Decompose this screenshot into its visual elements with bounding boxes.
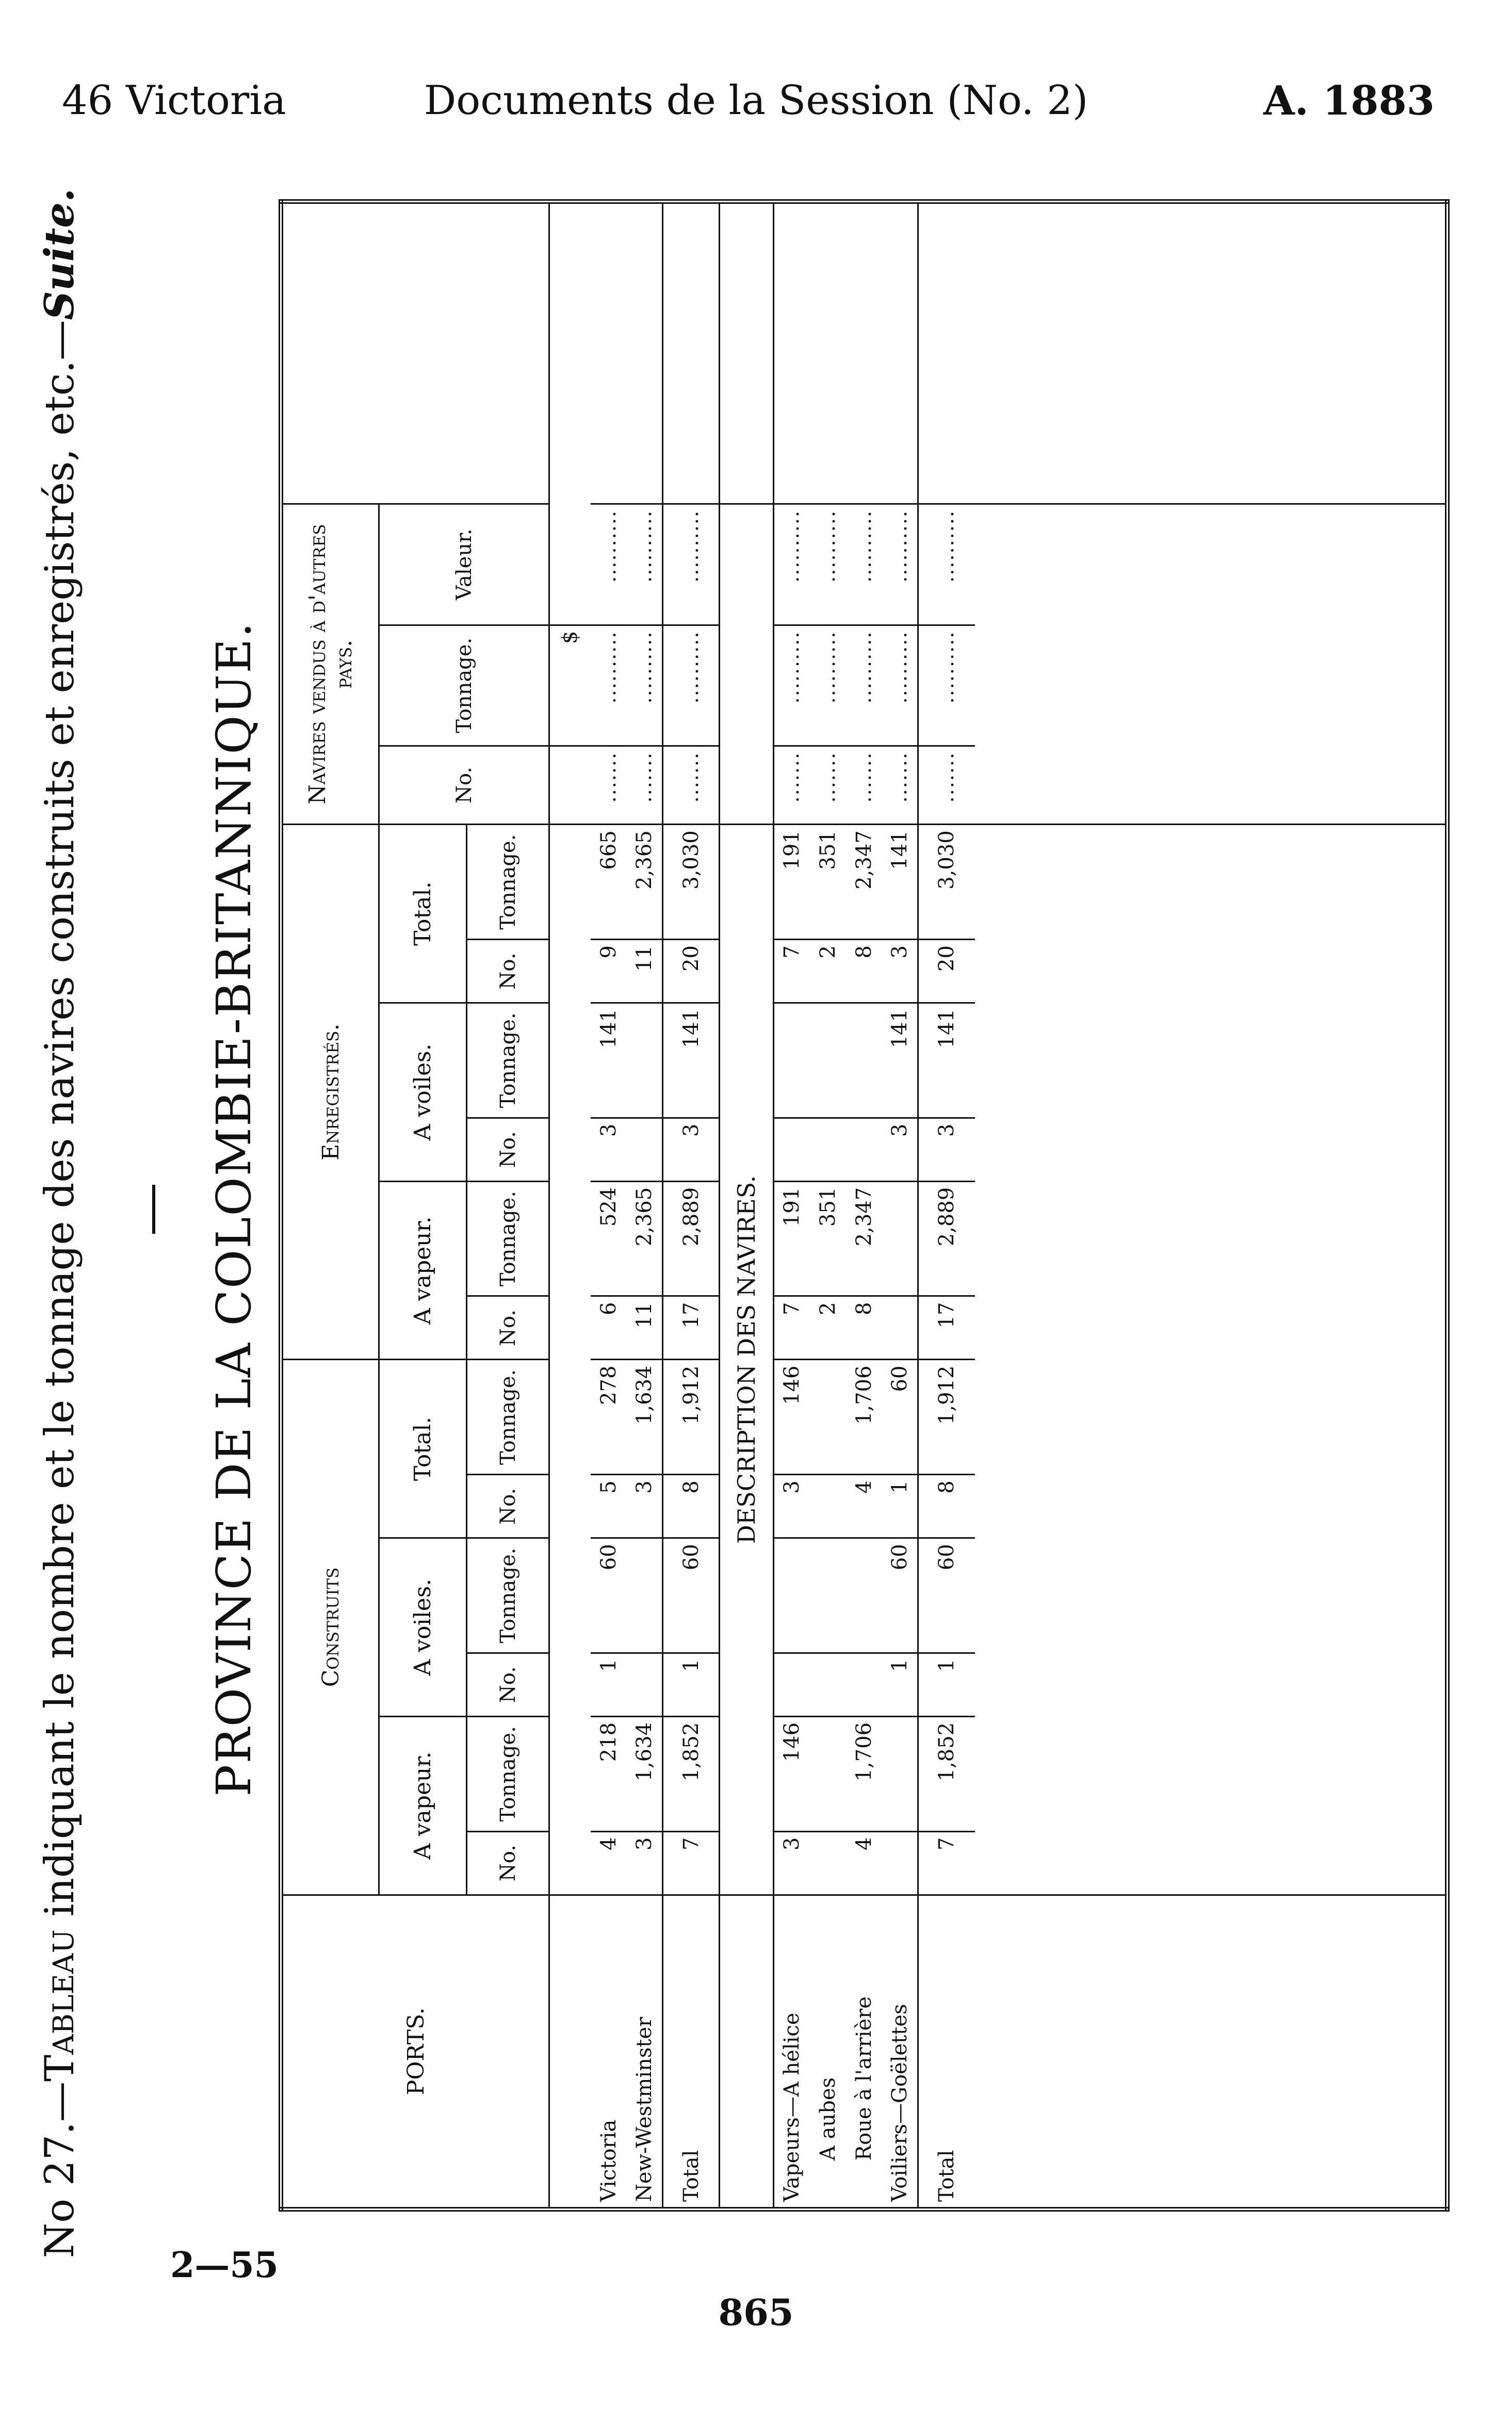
blank-cell	[720, 202, 774, 504]
enregistres-vapeur-tonnage	[882, 1181, 918, 1296]
construits-voiles-tonnage	[810, 1538, 846, 1653]
construits-total-tonnage: 146	[774, 1360, 810, 1475]
row-label: Victoria	[591, 1895, 627, 2209]
construits-total-tonnage: 60	[882, 1360, 918, 1475]
spacer-cell	[720, 1895, 774, 2209]
spacer-cell	[549, 1895, 591, 2209]
vendus-valeur-cell: ..........	[627, 504, 663, 625]
enregistres-voiles-tonnage	[627, 1003, 663, 1118]
construits-vapeur: A vapeur.	[379, 1716, 467, 1895]
enregistres-voiles-no	[846, 1118, 882, 1181]
construits-vapeur-tonnage: 1,634	[627, 1716, 663, 1831]
vendus-valeur-cell: ..........	[810, 504, 846, 625]
construits-vapeur-no	[810, 1831, 846, 1895]
construits-total-tonnage: 1,706	[846, 1360, 882, 1475]
construits-vapeur-tonnage: 146	[774, 1716, 810, 1831]
construits-vapeur-no: 4	[591, 1831, 627, 1895]
construits-total-no	[810, 1475, 846, 1538]
blank-cell	[627, 202, 663, 504]
enregistres-voiles-no: 3	[882, 1118, 918, 1181]
blank-cell	[810, 202, 846, 504]
group-enregistres: Enregistrés.	[281, 825, 379, 1360]
row-label: Total	[918, 1895, 975, 2209]
caption-rule	[152, 1185, 155, 1234]
vendus-no-cell: .......	[882, 746, 918, 824]
enregistres-voiles-tonnage	[774, 1003, 810, 1118]
enregistres-total-tonnage: 665	[591, 825, 627, 940]
enregistres-vapeur: A vapeur.	[379, 1181, 467, 1360]
desc-total-row	[918, 202, 975, 2210]
construits-total-no: 3	[627, 1475, 663, 1538]
construits-vapeur-tonnage	[810, 1716, 846, 1831]
enregistres-total-tonnage: 2,347	[846, 825, 882, 940]
enregistres-vapeur-no: 6	[591, 1296, 627, 1360]
enregistres-vapeur-tonnage: 2,347	[846, 1181, 882, 1296]
enregistres-vapeur-tonnage: 2,889	[918, 1181, 975, 1296]
construits-voiles-tonnage	[846, 1538, 882, 1653]
enregistres-total-tonnage: 191	[774, 825, 810, 940]
spacer-cell	[549, 746, 591, 824]
vendus-no-cell: .......	[810, 746, 846, 824]
construits-voiles-no	[627, 1653, 663, 1716]
ships-table	[279, 199, 1450, 2212]
construits-total-no: 3	[774, 1475, 810, 1538]
construits-total-no: 4	[846, 1475, 882, 1538]
construits-voiles-no: 1	[591, 1653, 627, 1716]
caption-suite: Suite.	[36, 188, 83, 320]
enregistres-vapeur-no: 17	[918, 1296, 975, 1360]
vendus-tonnage-cell: ..........	[846, 625, 882, 746]
construits-voiles-tonnage: 60	[663, 1538, 720, 1653]
vendus-no-cell: .......	[591, 746, 627, 824]
construits-vapeur-no: 3	[774, 1831, 810, 1895]
enregistres-voiles-tonnage: 141	[663, 1003, 720, 1118]
vendus-tonnage-cell: ..........	[918, 625, 975, 746]
construits-voiles-tonnage: 60	[882, 1538, 918, 1653]
caption-number: No 27.—	[37, 2081, 83, 2258]
vendus-tonnage-cell: ..........	[627, 625, 663, 746]
vendus-tonnage-cell: ..........	[810, 625, 846, 746]
vendus-valeur-cell: ..........	[918, 504, 975, 625]
col-tonnage: Tonnage.	[467, 1003, 549, 1118]
vendus-tonnage-cell: ..........	[882, 625, 918, 746]
construits-total-no: 5	[591, 1475, 627, 1538]
enregistres-total-tonnage: 351	[810, 825, 846, 940]
currency-symbol: $	[549, 625, 591, 746]
col-no: No.	[467, 1475, 549, 1538]
construits-voiles-no	[774, 1653, 810, 1716]
page-number: 865	[718, 2291, 794, 2334]
col-no: No.	[467, 939, 549, 1003]
enregistres-total-no: 7	[774, 939, 810, 1003]
blank-cell	[846, 202, 882, 504]
construits-total-no: 8	[918, 1475, 975, 1538]
blank-cell	[975, 202, 1448, 504]
blank-cell	[591, 202, 627, 504]
vendus-valeur-cell: ..........	[846, 504, 882, 625]
enregistres-voiles: A voiles.	[379, 1003, 467, 1182]
caption-text: indiquant le nombre et le tonnage des navires construits et enregistrés, etc.—	[37, 320, 83, 1930]
description-title: DESCRIPTION DES NAVIRES.	[720, 825, 774, 1895]
construits-voiles-no: 1	[918, 1653, 975, 1716]
vendus-valeur-cell: ..........	[663, 504, 720, 625]
spacer-cell	[975, 1895, 1448, 2209]
blank-cell	[882, 202, 918, 504]
construits-voiles-tonnage: 60	[918, 1538, 975, 1653]
header-session-year: 46 Victoria	[62, 77, 286, 124]
enregistres-vapeur-tonnage: 2,889	[663, 1181, 720, 1296]
construits-total-tonnage	[810, 1360, 846, 1475]
col-tonnage: Tonnage.	[467, 1181, 549, 1296]
vendus-valeur: Valeur.	[379, 504, 549, 625]
col-tonnage: Tonnage.	[467, 1360, 549, 1475]
construits-vapeur-no: 4	[846, 1831, 882, 1895]
enregistres-total-no: 2	[810, 939, 846, 1003]
enregistres-total-no: 9	[591, 939, 627, 1003]
ports-header: PORTS.	[281, 1895, 549, 2209]
spacer-cell	[549, 202, 591, 625]
ports-row-victoria	[591, 202, 627, 2210]
col-tonnage: Tonnage.	[467, 1538, 549, 1653]
spacer-cell	[975, 825, 1448, 1895]
enregistres-voiles-no	[774, 1118, 810, 1181]
caption-tableau: Tableau	[37, 1929, 83, 2082]
row-label: Total	[663, 1895, 720, 2209]
row-label: Vapeurs—A hélice	[774, 1895, 810, 2209]
construits-vapeur-tonnage	[882, 1716, 918, 1831]
col-no: No.	[467, 1653, 549, 1716]
enregistres-vapeur-no: 17	[663, 1296, 720, 1360]
enregistres-total-no: 20	[663, 939, 720, 1003]
construits-total-tonnage: 1,912	[663, 1360, 720, 1475]
enregistres-voiles-tonnage: 141	[591, 1003, 627, 1118]
enregistres-voiles-no	[627, 1118, 663, 1181]
enregistres-total-tonnage: 141	[882, 825, 918, 940]
desc-row-roue-arriere	[846, 202, 882, 2210]
enregistres-vapeur-tonnage: 2,365	[627, 1181, 663, 1296]
description-title-row	[720, 202, 774, 2210]
enregistres-vapeur-no: 2	[810, 1296, 846, 1360]
construits-voiles-no	[810, 1653, 846, 1716]
vendus-tonnage-cell: ..........	[591, 625, 627, 746]
enregistres-voiles-no: 3	[918, 1118, 975, 1181]
spacer-cell	[975, 504, 1448, 825]
vendus-valeur-cell: ..........	[882, 504, 918, 625]
enregistres-total-no: 11	[627, 939, 663, 1003]
construits-vapeur-no: 7	[918, 1831, 975, 1895]
construits-voiles-tonnage	[627, 1538, 663, 1653]
col-tonnage: Tonnage.	[467, 825, 549, 940]
construits-total-no: 1	[882, 1475, 918, 1538]
construits-voiles-no: 1	[663, 1653, 720, 1716]
construits-total-tonnage: 1,634	[627, 1360, 663, 1475]
construits-voiles-no	[846, 1653, 882, 1716]
construits-total-tonnage: 1,912	[918, 1360, 975, 1475]
vendus-valeur-cell: ..........	[774, 504, 810, 625]
construits-vapeur-tonnage: 1,706	[846, 1716, 882, 1831]
vendus-tonnage-cell: ..........	[663, 625, 720, 746]
enregistres-vapeur-tonnage: 524	[591, 1181, 627, 1296]
header-document-title: Documents de la Session (No. 2)	[424, 77, 1088, 124]
enregistres-vapeur-no: 8	[846, 1296, 882, 1360]
group-construits: Construits	[281, 1360, 379, 1895]
blank-cell	[663, 202, 720, 504]
construits-total: Total.	[379, 1360, 467, 1538]
enregistres-vapeur-tonnage: 351	[810, 1181, 846, 1296]
construits-vapeur-tonnage: 218	[591, 1716, 627, 1831]
construits-total-tonnage: 278	[591, 1360, 627, 1475]
construits-voiles-tonnage: 60	[591, 1538, 627, 1653]
vendus-tonnage-cell: ..........	[774, 625, 810, 746]
ports-total-row	[663, 202, 720, 2210]
vendus-no-cell: .......	[846, 746, 882, 824]
vendus-valeur-cell: ..........	[591, 504, 627, 625]
row-label: Roue à l'arrière	[846, 1895, 882, 2209]
enregistres-voiles-tonnage	[810, 1003, 846, 1118]
construits-vapeur-tonnage: 1,852	[918, 1716, 975, 1831]
enregistres-voiles-tonnage: 141	[918, 1003, 975, 1118]
vendus-tonnage: Tonnage.	[379, 625, 549, 746]
enregistres-vapeur-no: 11	[627, 1296, 663, 1360]
construits-voiles: A voiles.	[379, 1538, 467, 1717]
enregistres-total-no: 3	[882, 939, 918, 1003]
desc-row-goelettes	[882, 202, 918, 2210]
construits-voiles-no: 1	[882, 1653, 918, 1716]
enregistres-total-tonnage: 3,030	[663, 825, 720, 940]
construits-total-no: 8	[663, 1475, 720, 1538]
col-no: No.	[467, 1831, 549, 1895]
enregistres-total-tonnage: 3,030	[918, 825, 975, 940]
footer-page-reference: 2—55	[170, 2245, 279, 2286]
enregistres-voiles-no	[810, 1118, 846, 1181]
col-no: No.	[467, 1296, 549, 1360]
enregistres-voiles-no: 3	[591, 1118, 627, 1181]
enregistres-voiles-tonnage: 141	[882, 1003, 918, 1118]
header-document-number: A. 1883	[1263, 77, 1435, 124]
blank-cell	[918, 202, 975, 504]
province-title: PROVINCE DE LA COLOMBIE-BRITANNIQUE.	[206, 621, 262, 1797]
construits-voiles-tonnage	[774, 1538, 810, 1653]
enregistres-voiles-tonnage	[846, 1003, 882, 1118]
col-no: No.	[467, 1118, 549, 1181]
spacer-cell	[549, 825, 591, 1895]
enregistres-total-tonnage: 2,365	[627, 825, 663, 940]
enregistres-vapeur-no: 7	[774, 1296, 810, 1360]
enregistres-total-no: 8	[846, 939, 882, 1003]
construits-vapeur-no	[882, 1831, 918, 1895]
vendus-no-cell: .......	[918, 746, 975, 824]
group-vendus: Navires vendus à d'autres pays.	[281, 504, 379, 825]
table-caption	[36, 188, 83, 2258]
desc-row-helice	[774, 202, 810, 2210]
enregistres-vapeur-no	[882, 1296, 918, 1360]
col-tonnage: Tonnage.	[467, 1716, 549, 1831]
spacer-cell	[720, 504, 774, 825]
enregistres-vapeur-tonnage: 191	[774, 1181, 810, 1296]
enregistres-voiles-no: 3	[663, 1118, 720, 1181]
vendus-no-cell: .......	[774, 746, 810, 824]
enregistres-total: Total.	[379, 825, 467, 1003]
desc-row-aubes	[810, 202, 846, 2210]
vendus-no-cell: .......	[663, 746, 720, 824]
construits-vapeur-no: 7	[663, 1831, 720, 1895]
ports-row-new-westminster	[627, 202, 663, 2210]
construits-vapeur-tonnage: 1,852	[663, 1716, 720, 1831]
vendus-no-cell: .......	[627, 746, 663, 824]
row-label: New-Westminster	[627, 1895, 663, 2209]
blank-column	[281, 202, 549, 504]
construits-vapeur-no: 3	[627, 1831, 663, 1895]
row-label: Voiliers—Goëlettes	[882, 1895, 918, 2209]
enregistres-total-no: 20	[918, 939, 975, 1003]
vendus-no: No.	[379, 746, 549, 824]
blank-cell	[774, 202, 810, 504]
row-label: A aubes	[810, 1895, 846, 2209]
